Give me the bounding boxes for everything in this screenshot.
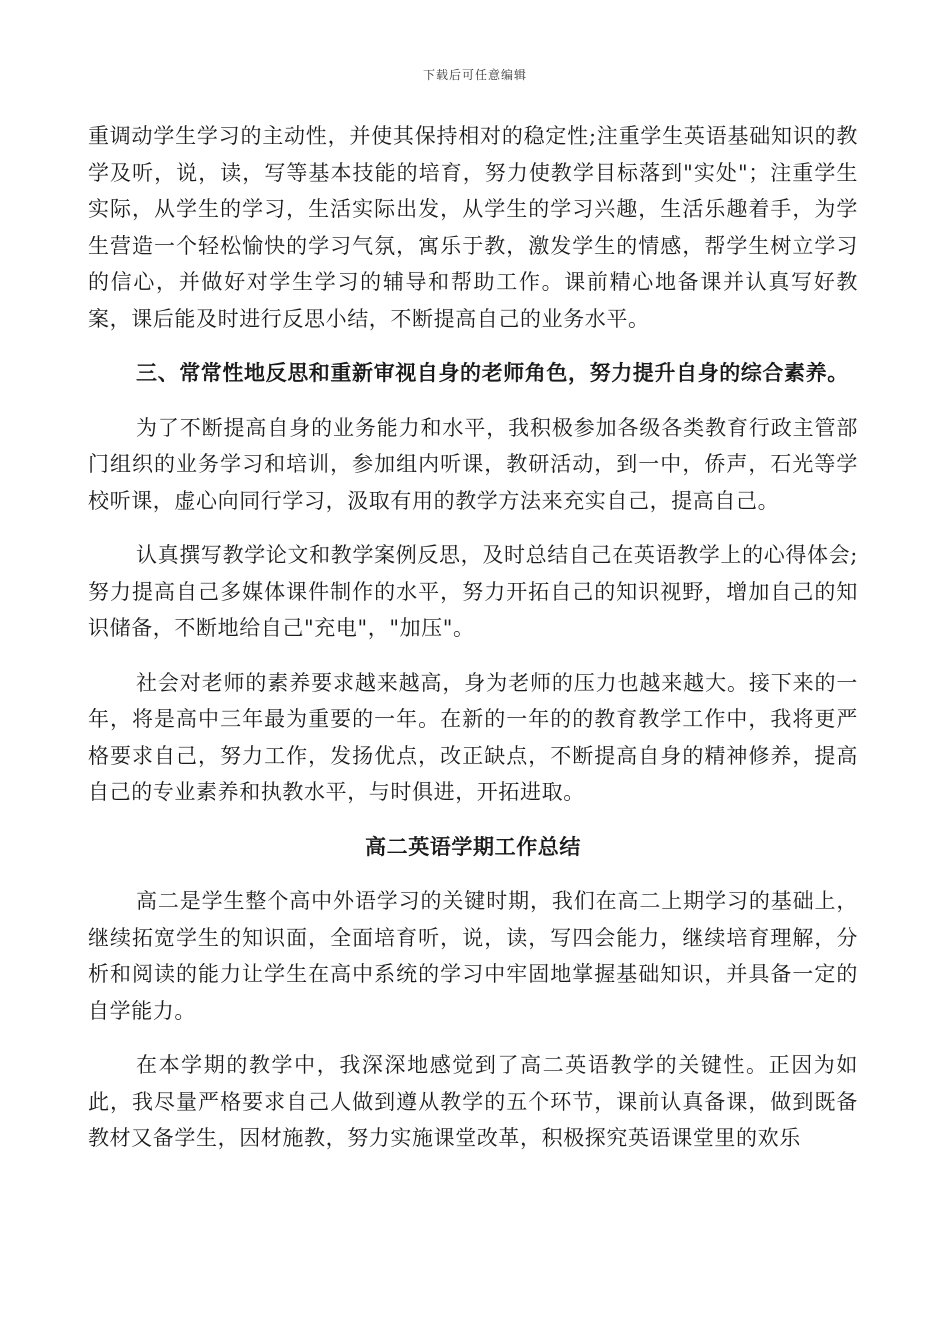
document-body [88,118,858,1157]
paragraph-reflection: 认真撰写教学论文和教学案例反思，及时总结自己在英语教学上的心得体会;努力提高自己多媒体课件制作的水平，努力开拓自己的知识视野，增加自己的知识储备，不断地给自己"充电"，"加压"。 [88,543,858,640]
paragraph-continued: 重调动学生学习的主动性，并使其保持相对的稳定性;注重学生英语基础知识的教学及听，说，读，写等基本技能的培育，努力使教学目标落到"实处"；注重学生实际，从学生的学习，生活实际出发，从学生的学习兴趣，生活乐趣着手，为学生营造一个轻松愉快的学习气氛，寓乐于教，激发学生的情感，帮学生树立学习的信心，并做好对学生学习的辅导和帮助工作。课前精心地备课并认真写好教案，课后能及时进行反思小结，不断提高自己的业务水平。 [88,124,858,331]
paragraph-outlook: 社会对老师的素养要求越来越高，身为老师的压力也越来越大。接下来的一年，将是高中三年最为重要的一年。在新的一年的的教育教学工作中，我将更严格要求自己，努力工作，发扬优点，改正缺点，不断提高自身的精神修养，提高自己的专业素养和执教水平，与时俱进，开拓进取。 [88,670,858,804]
paragraph-teaching: 在本学期的教学中，我深深地感觉到了高二英语教学的关键性。正因为如此，我尽量严格要求自己人做到遵从教学的五个环节，课前认真备课，做到既备教材又备学生，因材施教，努力实施课堂改革，积极探究英语课堂里的欢乐 [88,1053,858,1150]
section-heading-3: 三、常常性地反思和重新审视自身的老师角色，努力提升自身的综合素养。 [136,361,849,385]
paragraph-intro: 高二是学生整个高中外语学习的关键时期，我们在高二上期学习的基础上，继续拓宽学生的知识面，全面培育听，说，读，写四会能力，继续培育理解，分析和阅读的能力让学生在高中系统的学习中牢固地掌握基础知识，并具备一定的自学能力。 [88,889,858,1023]
header-note: 下载后可任意编辑 [422,68,527,82]
document-title: 高二英语学期工作总结 [365,834,581,859]
paragraph-training: 为了不断提高自身的业务能力和水平，我积极参加各级各类教育行政主管部门组织的业务学习和培训，参加组内听课，教研活动，到一中，侨声，石光等学校听课，虚心向同行学习，汲取有用的教学方法来充实自己，提高自己。 [88,415,858,513]
